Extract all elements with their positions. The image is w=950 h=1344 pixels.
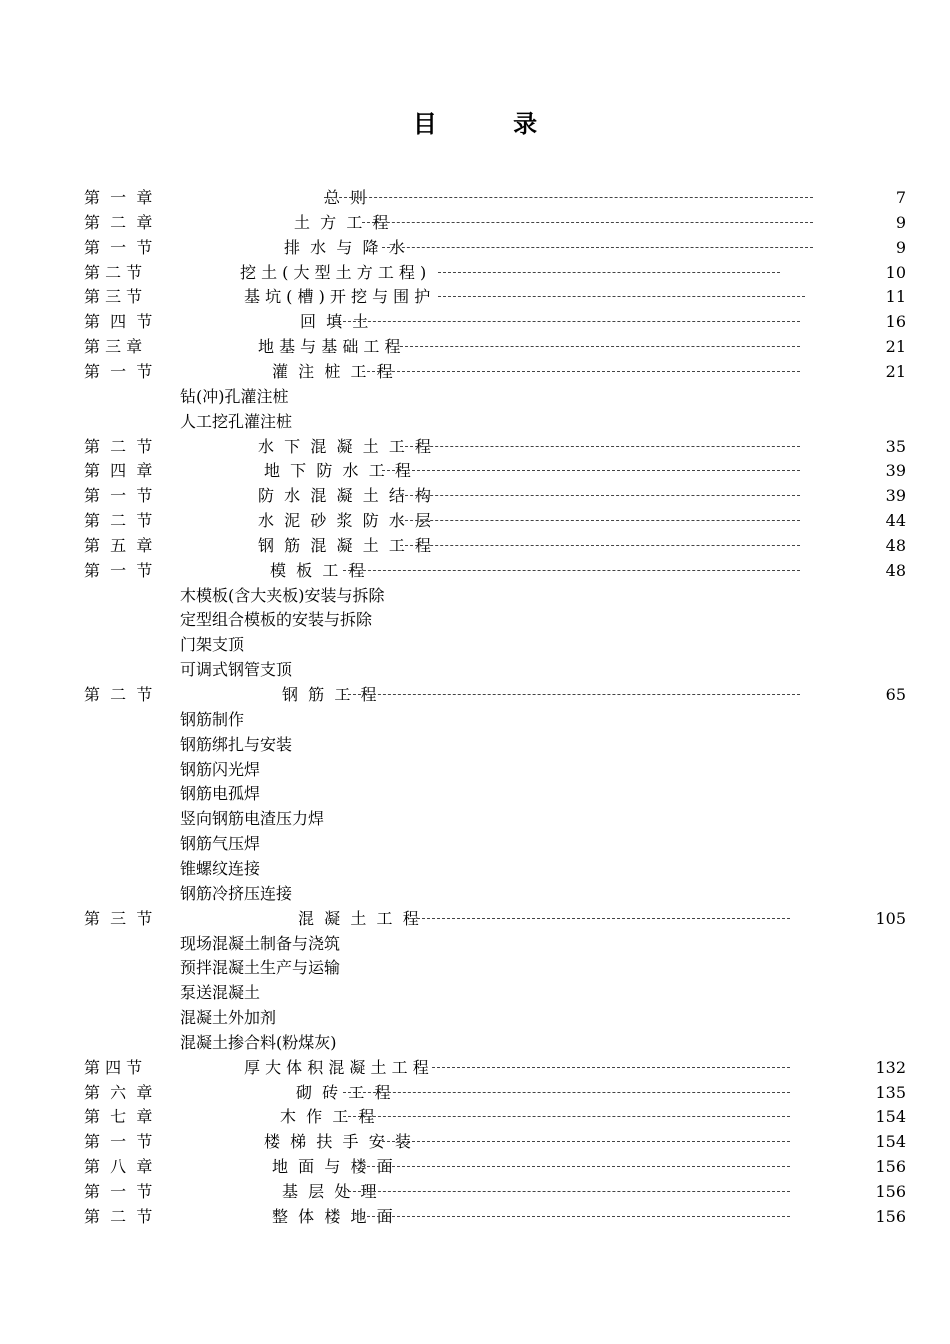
toc-page-number: 10 xyxy=(885,263,906,282)
toc-entry[interactable] xyxy=(84,435,906,459)
toc-entry-title: 钢 筋 工 程 xyxy=(282,685,377,704)
toc-entry[interactable] xyxy=(84,1205,906,1229)
toc-entry-title: 土 方 工 程 xyxy=(294,213,389,232)
toc-leader-line xyxy=(382,470,800,471)
toc-entry-title: 回 填 土 xyxy=(300,312,369,331)
toc-page-number: 48 xyxy=(885,561,906,580)
toc-entry[interactable] xyxy=(84,310,906,334)
toc-page-number: 135 xyxy=(875,1083,906,1102)
toc-leader-line xyxy=(343,1116,790,1117)
toc-page-number: 105 xyxy=(875,909,906,928)
toc-entry[interactable] xyxy=(84,484,906,508)
toc-sub-item: 混凝土外加剂 xyxy=(180,1008,277,1027)
toc-leader-line xyxy=(400,446,800,447)
toc-entry[interactable] xyxy=(84,534,906,558)
toc-entry-label: 第 五 章 xyxy=(84,536,153,555)
toc-sub-item: 混凝土掺合料(粉煤灰) xyxy=(180,1033,337,1052)
toc-leader-line xyxy=(333,321,800,322)
toc-entry[interactable] xyxy=(84,186,906,210)
toc-sub-item: 定型组合模板的安装与拆除 xyxy=(180,610,373,629)
toc-leader-line xyxy=(400,346,800,347)
toc-page-number: 39 xyxy=(885,461,906,480)
toc-page-number: 44 xyxy=(885,511,906,530)
toc-entry-label: 第 二 节 xyxy=(84,685,153,704)
toc-page-number: 21 xyxy=(885,362,906,381)
page-title: 目 录 xyxy=(412,109,572,138)
toc-entry[interactable] xyxy=(84,261,906,285)
toc-entry-title: 楼 梯 扶 手 安 装 xyxy=(264,1132,411,1151)
toc-sub-item: 钢筋闪光焊 xyxy=(180,760,261,779)
toc-entry[interactable] xyxy=(84,360,906,384)
toc-entry-label: 第 三 节 xyxy=(84,287,143,306)
toc-entry-label: 第 四 节 xyxy=(84,1058,143,1077)
toc-leader-line xyxy=(400,545,800,546)
toc-page-number: 7 xyxy=(895,188,906,207)
toc-sub-item: 钢筋制作 xyxy=(180,710,245,729)
toc-page-number: 156 xyxy=(875,1207,906,1226)
toc-entry-title: 总 则 xyxy=(324,188,367,207)
toc-entry-label: 第 二 节 xyxy=(84,437,153,456)
toc-entry-title: 地 下 防 水 工 程 xyxy=(264,461,411,480)
toc-entry[interactable] xyxy=(84,1130,906,1154)
toc-leader-line xyxy=(432,1067,790,1068)
toc-entry-title: 地 面 与 楼 面 xyxy=(272,1157,393,1176)
toc-entry[interactable] xyxy=(84,1081,906,1105)
toc-entry-title: 钢 筋 混 凝 土 工 程 xyxy=(258,536,432,555)
toc-leader-line xyxy=(412,918,790,919)
toc-leader-line xyxy=(343,1092,790,1093)
toc-entry-title: 混 凝 土 工 程 xyxy=(298,909,419,928)
toc-entry[interactable] xyxy=(84,1056,906,1080)
toc-page-number: 39 xyxy=(885,486,906,505)
toc-sub-item: 可调式钢管支顶 xyxy=(180,660,293,679)
toc-entry-title: 基 坑 ( 槽 ) 开 挖 与 围 护 xyxy=(244,287,431,306)
toc-entry-label: 第 一 节 xyxy=(84,362,153,381)
toc-page-number: 9 xyxy=(895,238,906,257)
toc-sub-item: 门架支顶 xyxy=(180,635,245,654)
toc-entry-label: 第 四 章 xyxy=(84,461,153,480)
toc-entry-label: 第 二 节 xyxy=(84,1207,153,1226)
toc-entry-title: 基 层 处 理 xyxy=(282,1182,377,1201)
toc-leader-line xyxy=(343,570,800,571)
toc-sub-item: 泵送混凝土 xyxy=(180,983,261,1002)
toc-leader-line xyxy=(362,371,800,372)
toc-entry[interactable] xyxy=(84,459,906,483)
toc-page-number: 156 xyxy=(875,1182,906,1201)
toc-sub-item: 钻(冲)孔灌注桩 xyxy=(180,387,289,406)
toc-entry[interactable] xyxy=(84,509,906,533)
toc-leader-line xyxy=(362,222,813,223)
toc-entry[interactable] xyxy=(84,559,906,583)
toc-entry-label: 第 七 章 xyxy=(84,1107,153,1126)
toc-entry-title: 防 水 混 凝 土 结 构 xyxy=(258,486,432,505)
toc-page-number: 132 xyxy=(875,1058,906,1077)
toc-entry-title: 排 水 与 降 水 xyxy=(284,238,405,257)
toc-entry-label: 第 四 节 xyxy=(84,312,153,331)
toc-entry[interactable] xyxy=(84,683,906,707)
toc-entry-title: 砌 砖 工 程 xyxy=(296,1083,391,1102)
toc-leader-line xyxy=(382,247,813,248)
toc-entry[interactable] xyxy=(84,335,906,359)
toc-entry[interactable] xyxy=(84,1155,906,1179)
toc-entry-title: 水 下 混 凝 土 工 程 xyxy=(258,437,432,456)
toc-page-number: 48 xyxy=(885,536,906,555)
toc-entry-label: 第 一 节 xyxy=(84,486,153,505)
toc-entry-label: 第 一 节 xyxy=(84,238,153,257)
toc-sub-item: 钢筋气压焊 xyxy=(180,834,261,853)
toc-page-number: 156 xyxy=(875,1157,906,1176)
toc-sub-item: 现场混凝土制备与浇筑 xyxy=(180,934,341,953)
toc-entry-title: 厚 大 体 积 混 凝 土 工 程 xyxy=(244,1058,429,1077)
toc-page-number: 65 xyxy=(885,685,906,704)
toc-entry[interactable] xyxy=(84,211,906,235)
toc-entry-title: 整 体 楼 地 面 xyxy=(272,1207,393,1226)
toc-entry[interactable] xyxy=(84,236,906,260)
toc-page-number: 154 xyxy=(875,1107,906,1126)
toc-page-number: 16 xyxy=(885,312,906,331)
toc-leader-line xyxy=(382,1141,790,1142)
toc-page-number: 21 xyxy=(885,337,906,356)
toc-leader-line xyxy=(438,272,780,273)
toc-leader-line xyxy=(343,694,800,695)
toc-entry[interactable] xyxy=(84,907,906,931)
toc-sub-item: 竖向钢筋电渣压力焊 xyxy=(180,809,325,828)
toc-entry-label: 第 二 章 xyxy=(84,213,153,232)
toc-page-number: 9 xyxy=(895,213,906,232)
toc-entry-label: 第 一 章 xyxy=(84,188,153,207)
toc-page-number: 154 xyxy=(875,1132,906,1151)
toc-entry-label: 第 六 章 xyxy=(84,1083,153,1102)
toc-leader-line xyxy=(362,1216,790,1217)
toc-leader-line xyxy=(400,520,800,521)
toc-sub-item: 锥螺纹连接 xyxy=(180,859,261,878)
toc-sub-item: 钢筋绑扎与安装 xyxy=(180,735,293,754)
toc-entry-title: 挖 土 ( 大 型 土 方 工 程 ) xyxy=(240,263,427,282)
toc-entry-title: 模 板 工 程 xyxy=(270,561,365,580)
toc-entry-title: 灌 注 桩 工 程 xyxy=(272,362,393,381)
toc-entry-label: 第 一 节 xyxy=(84,561,153,580)
toc-entry-title: 地 基 与 基 础 工 程 xyxy=(258,337,401,356)
toc-entry-label: 第 二 节 xyxy=(84,511,153,530)
toc-page-number: 35 xyxy=(885,437,906,456)
toc-entry-label: 第 一 节 xyxy=(84,1132,153,1151)
toc-entry[interactable] xyxy=(84,1180,906,1204)
toc-entry[interactable] xyxy=(84,1105,906,1129)
toc-leader-line xyxy=(400,495,800,496)
toc-leader-line xyxy=(343,1191,790,1192)
toc-entry[interactable] xyxy=(84,285,906,309)
toc-sub-item: 木模板(含大夹板)安装与拆除 xyxy=(180,586,385,605)
toc-entry-label: 第 三 章 xyxy=(84,337,143,356)
toc-entry-title: 水 泥 砂 浆 防 水 层 xyxy=(258,511,432,530)
toc-entry-label: 第 二 节 xyxy=(84,263,143,282)
toc-entry-title: 木 作 工 程 xyxy=(280,1107,375,1126)
toc-leader-line xyxy=(324,197,813,198)
toc-sub-item: 钢筋冷挤压连接 xyxy=(180,884,293,903)
toc-sub-item: 预拌混凝土生产与运输 xyxy=(180,958,341,977)
toc-entry-label: 第 三 节 xyxy=(84,909,153,928)
toc-leader-line xyxy=(438,296,805,297)
toc-leader-line xyxy=(362,1166,790,1167)
toc-page-number: 11 xyxy=(885,287,906,306)
toc-sub-item: 钢筋电孤焊 xyxy=(180,784,261,803)
toc-sub-item: 人工挖孔灌注桩 xyxy=(180,412,293,431)
toc-entry-label: 第 一 节 xyxy=(84,1182,153,1201)
toc-entry-label: 第 八 章 xyxy=(84,1157,153,1176)
